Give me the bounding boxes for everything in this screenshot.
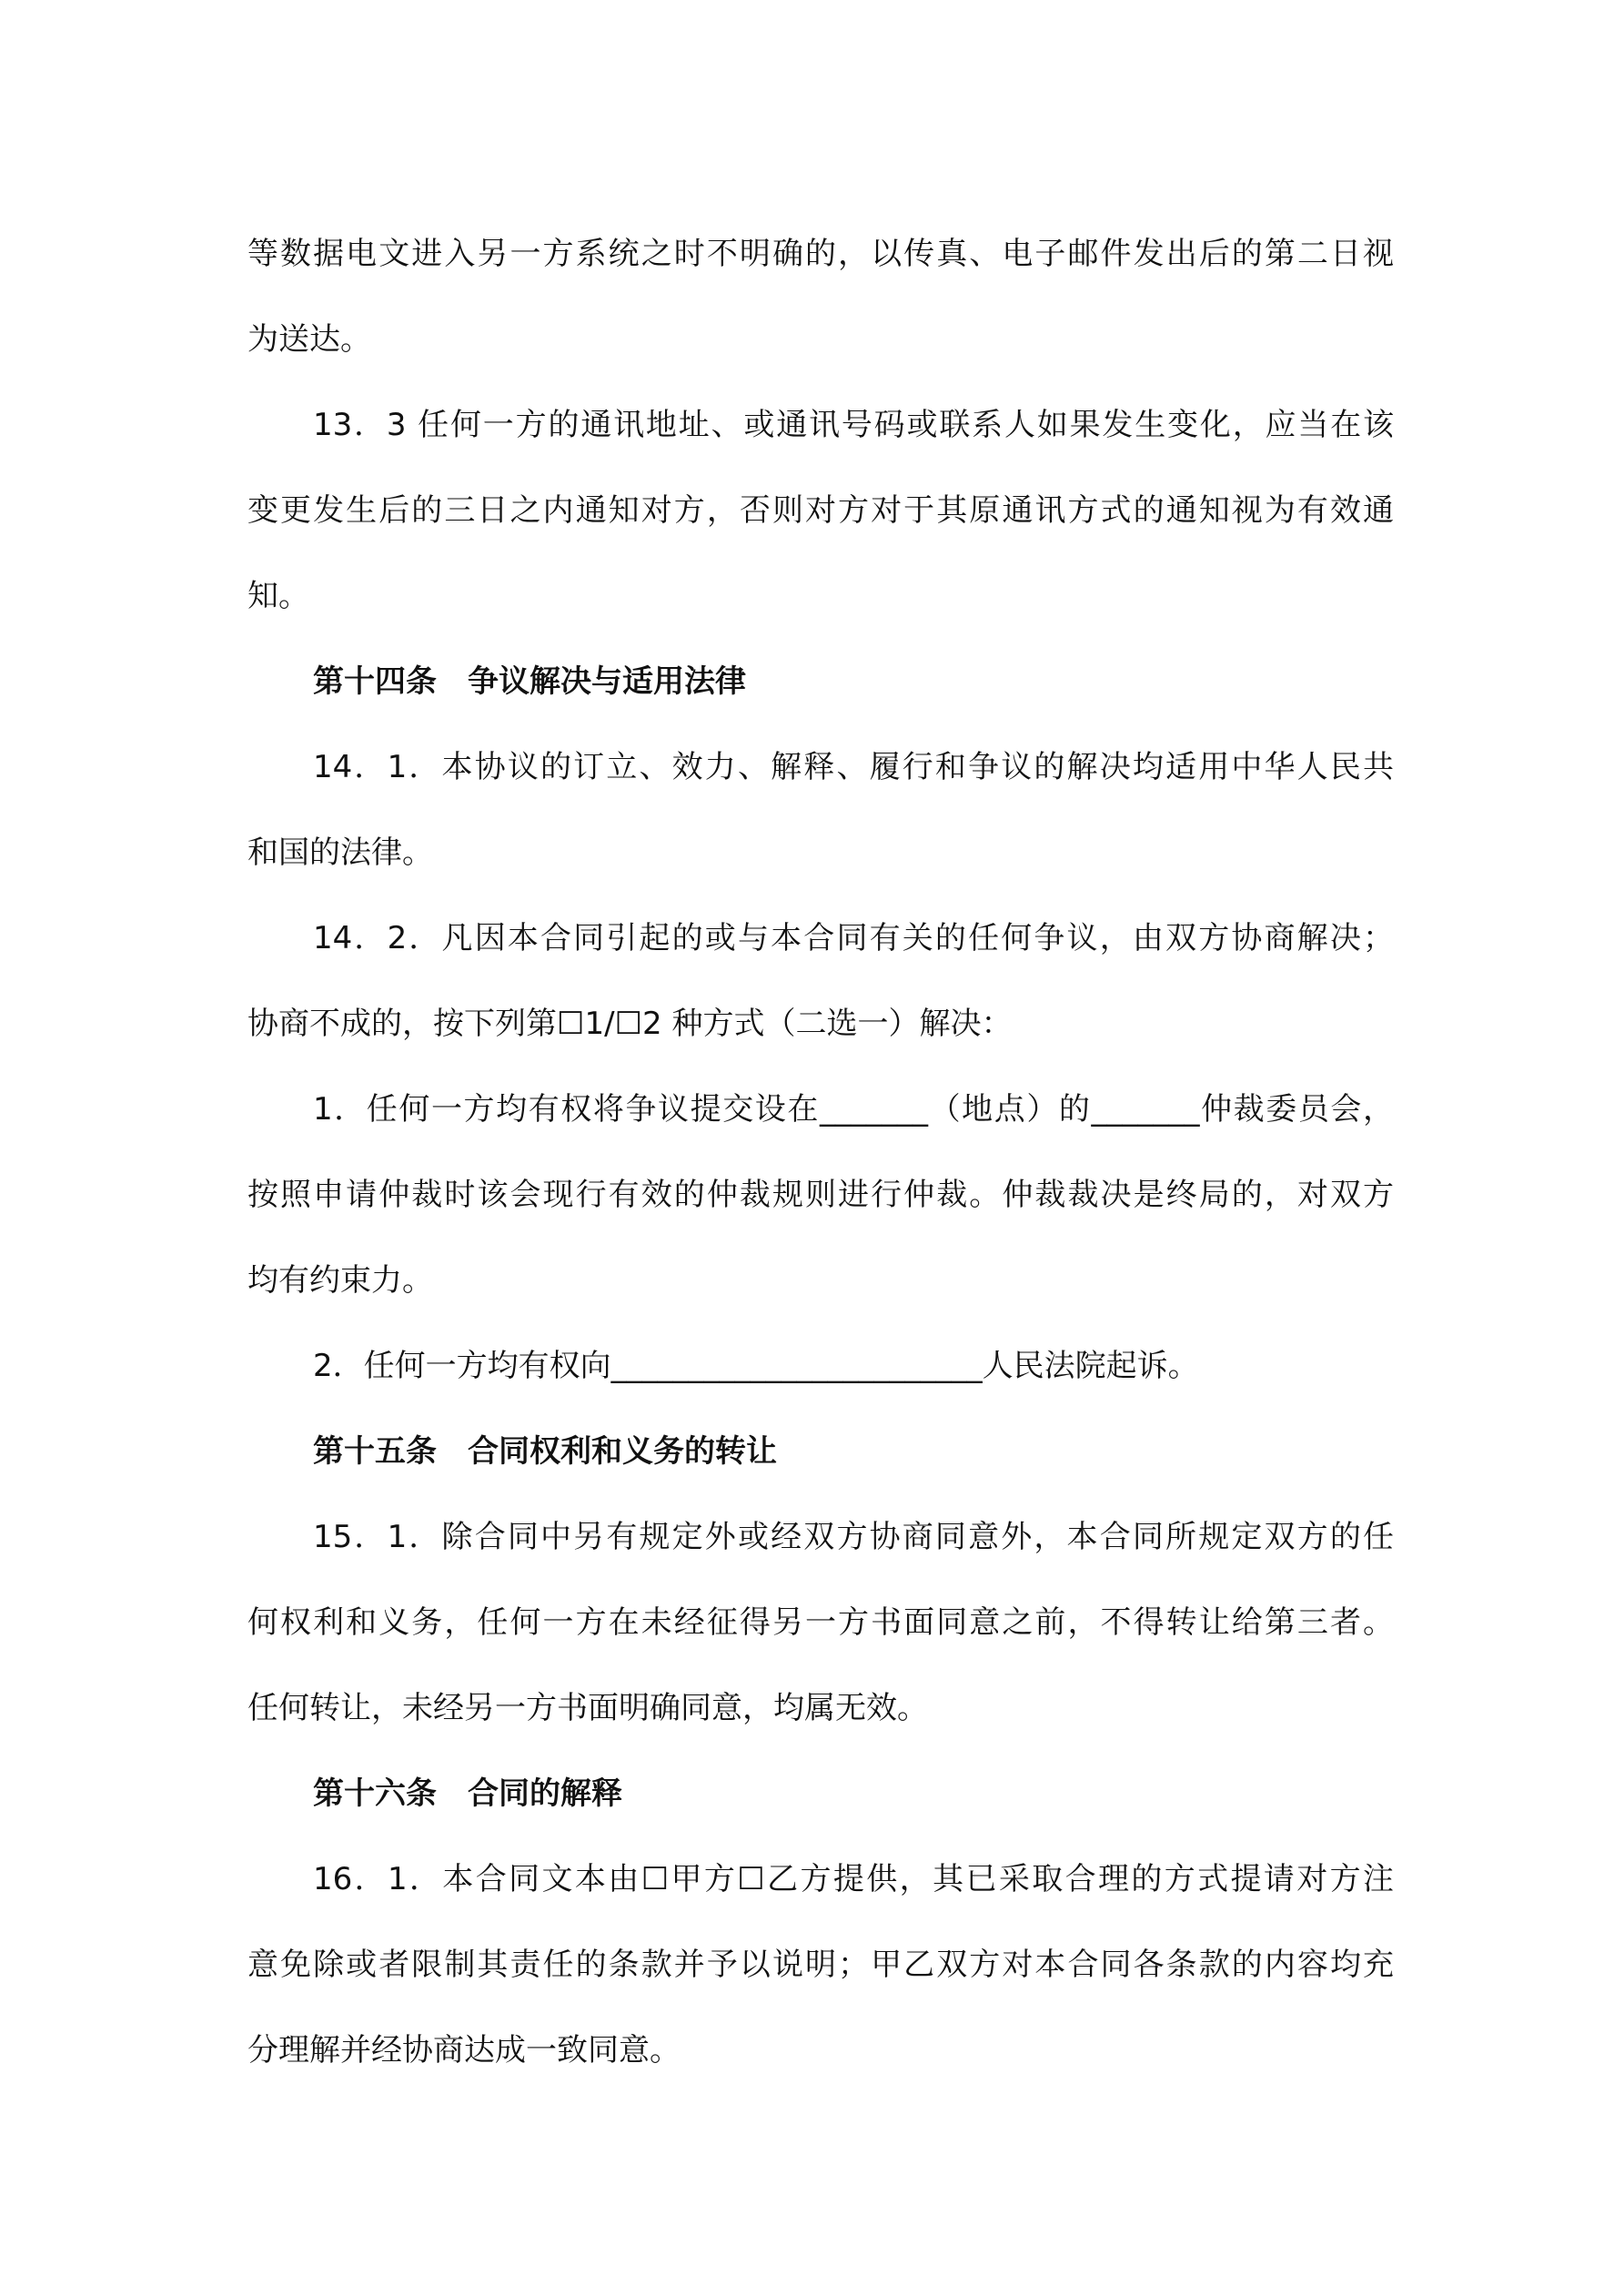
text-line: 为送达。 [247, 321, 371, 358]
paragraph-14-2-option-1 [247, 1067, 1394, 1323]
text-line: 协商不成的，按下列第☐1/☐2 种方式（二选一）解决： [247, 1006, 1013, 1042]
text-line: 分理解并经协商达成一致同意。 [247, 2032, 681, 2068]
paragraph-13-2-continuation [247, 211, 1394, 382]
text-line: 2．任何一方均有权向________________________人民法院起诉。 [313, 1348, 1199, 1384]
text-line: 15．1．除合同中另有规定外或经双方协商同意外，本合同所规定双方的任 [313, 1519, 1394, 1555]
paragraph-15-1 [247, 1494, 1394, 1751]
paragraph-14-2 [247, 895, 1394, 1067]
paragraph-16-1 [247, 1836, 1394, 2093]
text-line: 变更发生后的三日之内通知对方，否则对方对于其原通讯方式的通知视为有效通 [247, 492, 1394, 529]
text-line: 13．3 任何一方的通讯地址、或通讯号码或联系人如果发生变化，应当在该 [313, 407, 1394, 443]
text-line: 14．2．凡因本合同引起的或与本合同有关的任何争议，由双方协商解决； [313, 920, 1394, 956]
section-heading-16: 第十六条 合同的解释 [313, 1775, 622, 1812]
section-heading-15: 第十五条 合同权利和义务的转让 [313, 1433, 777, 1470]
text-line: 按照申请仲裁时该会现行有效的仲裁规则进行仲裁。仲裁裁决是终局的，对双方 [247, 1177, 1394, 1213]
text-line: 意免除或者限制其责任的条款并予以说明；甲乙双方对本合同各条款的内容均充 [247, 1947, 1394, 1983]
text-line: 16．1．本合同文本由☐甲方☐乙方提供，其已采取合理的方式提请对方注 [313, 1861, 1394, 1897]
text-line: 1．任何一方均有权将争议提交设在_______（地点）的_______仲裁委员会， [313, 1091, 1394, 1128]
text-line: 等数据电文进入另一方系统之时不明确的，以传真、电子邮件发出后的第二日视 [247, 236, 1394, 272]
paragraph-13-3 [247, 382, 1394, 639]
paragraph-14-2-option-2 [247, 1323, 1394, 1409]
text-line: 14．1．本协议的订立、效力、解释、履行和争议的解决均适用中华人民共 [313, 749, 1394, 785]
section-heading-14: 第十四条 争议解决与适用法律 [313, 663, 746, 700]
text-line: 均有约束力。 [247, 1262, 433, 1299]
document-page [247, 211, 1394, 2093]
text-line: 何权利和义务，任何一方在未经征得另一方书面同意之前，不得转让给第三者。 [247, 1604, 1394, 1641]
text-line: 和国的法律。 [247, 834, 433, 871]
paragraph-14-1 [247, 724, 1394, 895]
text-line: 任何转让，未经另一方书面明确同意，均属无效。 [247, 1690, 928, 1726]
text-line: 知。 [247, 578, 309, 614]
